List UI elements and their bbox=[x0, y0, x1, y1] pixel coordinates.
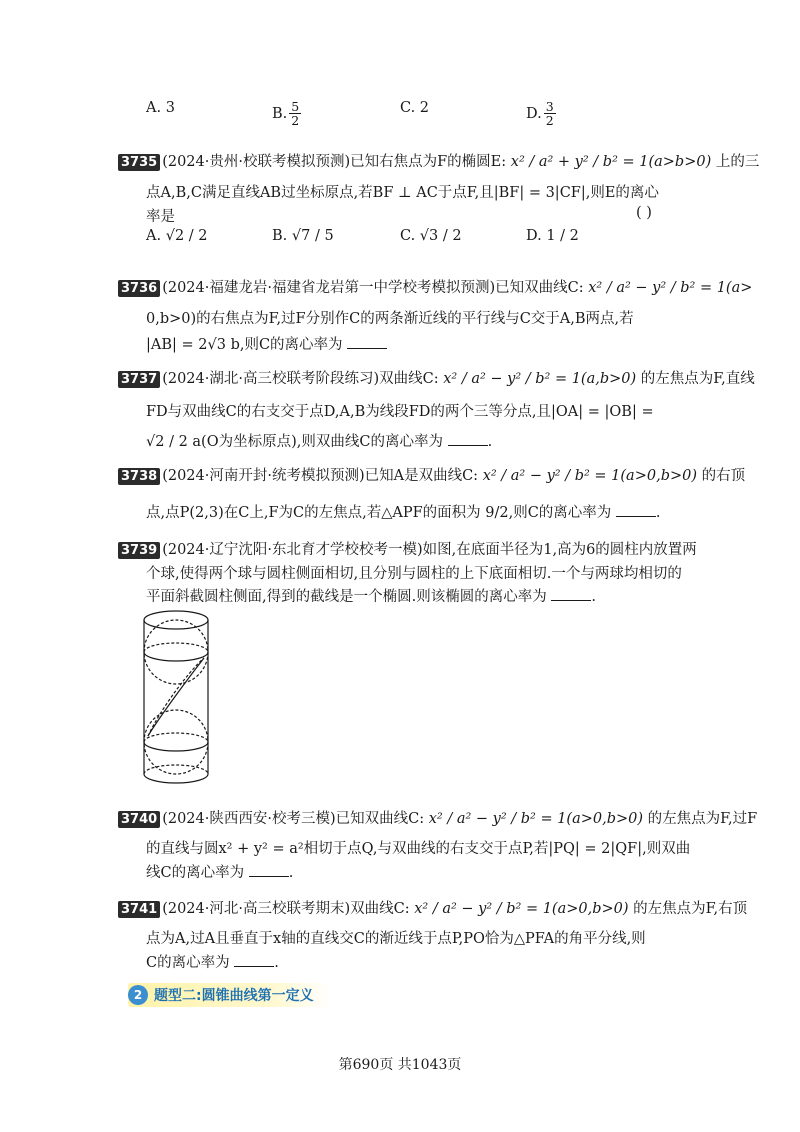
q3741-text3: C的离心率为 bbox=[146, 955, 230, 971]
option-b-value: √7 / 5 bbox=[291, 228, 334, 244]
option-d-label: D. bbox=[526, 105, 542, 122]
question-number: 3739 bbox=[118, 542, 160, 559]
option-b-label: B. bbox=[272, 105, 288, 122]
option-a: A. √2 / 2 bbox=[146, 228, 208, 244]
question-number: 3737 bbox=[118, 371, 160, 388]
section-number-badge: 2 bbox=[128, 985, 148, 1005]
q3735-line3: 率是 bbox=[146, 209, 175, 225]
q3741-line2: 点为A,过A且垂直于x轴的直线交C的渐近线于点P,PO恰为△PFA的角平分线,则 bbox=[146, 931, 646, 947]
q3736-line3 bbox=[146, 333, 387, 354]
q3739-text1: (2024·辽宁沈阳·东北育才学校校考一模)如图,在底面半径为1,高为6的圆柱内放置两 bbox=[162, 542, 697, 558]
option-c-value: √3 / 2 bbox=[419, 228, 462, 244]
q3736-equation: x² / a² − y² / b² = 1(a> bbox=[588, 280, 753, 296]
q3736-text1: (2024·福建龙岩·福建省龙岩第一中学校考模拟预测)已知双曲线C: bbox=[162, 280, 584, 296]
option-b bbox=[272, 100, 303, 127]
question-number: 3741 bbox=[118, 901, 160, 918]
q3738-line1 bbox=[118, 464, 745, 485]
q3735-equation: x² / a² + y² / b² = 1(a>b>0) bbox=[510, 154, 712, 170]
q3737-line3: √2 / 2 a(O为坐标原点),则双曲线C的离心率为 . bbox=[146, 434, 493, 450]
q3735-text1-end: 上的三 bbox=[715, 154, 760, 170]
q3737-line1 bbox=[118, 367, 755, 388]
q3735-options bbox=[146, 228, 666, 262]
q3736-text3: |AB| = 2√3 b,则C的离心率为 bbox=[146, 337, 343, 353]
answer-blank bbox=[234, 956, 274, 967]
section-header bbox=[128, 983, 332, 1007]
option-d-fraction: $\frac{3}{2}$ bbox=[545, 99, 554, 129]
q3739-line2: 个球,使得两个球与圆柱侧面相切,且分别与圆柱的上下底面相切.一个与两球均相切的 bbox=[146, 566, 682, 582]
q3740-line2: 的直线与圆x² + y² = a²相切于点Q,与双曲线的右支交于点P,若|PQ| = 2|QF|,则双曲 bbox=[146, 841, 691, 857]
q3738-text1-end: 的右顶 bbox=[701, 468, 746, 484]
q3739-text3: 平面斜截圆柱侧面,得到的截线是一个椭圆.则该椭圆的离心率为 bbox=[146, 589, 547, 605]
q3737-equation: x² / a² − y² / b² = 1(a,b>0) bbox=[443, 371, 637, 387]
q3740-equation: x² / a² − y² / b² = 1(a>0,b>0) bbox=[428, 811, 644, 827]
question-number: 3738 bbox=[118, 468, 160, 485]
q3738-text2: 点,点P(2,3)在C上,F为C的左焦点,若△APF的面积为 9/2,则C的离心率为 bbox=[146, 505, 612, 521]
q3740-line3: 线C的离心率为 . bbox=[146, 865, 294, 881]
q3741-text1: (2024·河北·高三校联考期末)双曲线C: bbox=[162, 901, 410, 917]
option-b: B. √7 / 5 bbox=[272, 228, 334, 244]
option-a-text: A. 3 bbox=[146, 100, 175, 116]
q3738-line2: 点,点P(2,3)在C上,F为C的左焦点,若△APF的面积为 9/2,则C的离心率为 . bbox=[146, 505, 661, 521]
q3737-text1-end: 的左焦点为F,直线 bbox=[640, 371, 755, 387]
q3741-line3: C的离心率为 . bbox=[146, 955, 279, 971]
q3737-line2: FD与双曲线C的右支交于点D,A,B为线段FD的两个三等分点,且|OA| = |OB| = bbox=[146, 404, 654, 420]
answer-blank bbox=[448, 435, 488, 446]
q3739-line3: 平面斜截圆柱侧面,得到的截线是一个椭圆.则该椭圆的离心率为 . bbox=[146, 589, 596, 605]
answer-blank bbox=[347, 338, 387, 349]
q3741-text1-end: 的左焦点为F,右顶 bbox=[633, 901, 748, 917]
question-number: 3740 bbox=[118, 811, 160, 828]
question-number: 3736 bbox=[118, 280, 160, 297]
q3736-line2: 0,b>0)的右焦点为F,过F分别作C的两条渐近线的平行线与C交于A,B两点,若 bbox=[146, 311, 634, 327]
q3738-text1: (2024·河南开封·统考模拟预测)已知A是双曲线C: bbox=[162, 468, 479, 484]
q3741-equation: x² / a² − y² / b² = 1(a>0,b>0) bbox=[414, 901, 629, 917]
option-c bbox=[400, 100, 429, 116]
answer-blank bbox=[249, 866, 289, 877]
option-a bbox=[146, 100, 175, 116]
option-d-value: 1 / 2 bbox=[546, 228, 579, 244]
option-c-text: C. 2 bbox=[400, 100, 430, 116]
answer-blank bbox=[616, 506, 656, 517]
q3735-line2: 点A,B,C满足直线AB过坐标原点,若BF ⊥ AC于点F,且|BF| = 3|CF|,则E的离心 bbox=[146, 185, 659, 201]
cylinder-figure bbox=[140, 606, 220, 788]
question-number: 3735 bbox=[118, 154, 160, 171]
q3738-equation: x² / a² − y² / b² = 1(a>0,b>0) bbox=[482, 468, 698, 484]
q3739-line1 bbox=[118, 538, 697, 559]
answer-paren: ( ) bbox=[636, 205, 652, 221]
option-d bbox=[526, 100, 558, 127]
option-a-value: √2 / 2 bbox=[165, 228, 208, 244]
q3735-line1 bbox=[118, 150, 759, 171]
option-b-fraction: $\frac{5}{2}$ bbox=[291, 99, 300, 129]
page-footer: 第690页 共1043页 bbox=[338, 1057, 462, 1073]
q3740-text3: 线C的离心率为 bbox=[146, 865, 245, 881]
option-d: D. 1 / 2 bbox=[526, 228, 579, 244]
q3737-text3: √2 / 2 a(O为坐标原点),则双曲线C的离心率为 bbox=[146, 434, 443, 450]
answer-blank bbox=[551, 590, 591, 601]
option-c: C. √3 / 2 bbox=[400, 228, 462, 244]
section-title: 题型二:圆锥曲线第一定义 bbox=[154, 988, 314, 1004]
q3737-text1: (2024·湖北·高三校联考阶段练习)双曲线C: bbox=[162, 371, 439, 387]
q3740-text1-end: 的左焦点为F,过F bbox=[647, 811, 758, 827]
q3741-line1 bbox=[118, 897, 747, 918]
q3735-text1: (2024·贵州·校联考模拟预测)已知右焦点为F的椭圆E: bbox=[162, 154, 507, 170]
q3740-line1 bbox=[118, 807, 757, 828]
q3736-line1 bbox=[118, 276, 752, 297]
q3740-text1: (2024·陕西西安·校考三模)已知双曲线C: bbox=[162, 811, 425, 827]
prev-question-options bbox=[146, 100, 666, 134]
